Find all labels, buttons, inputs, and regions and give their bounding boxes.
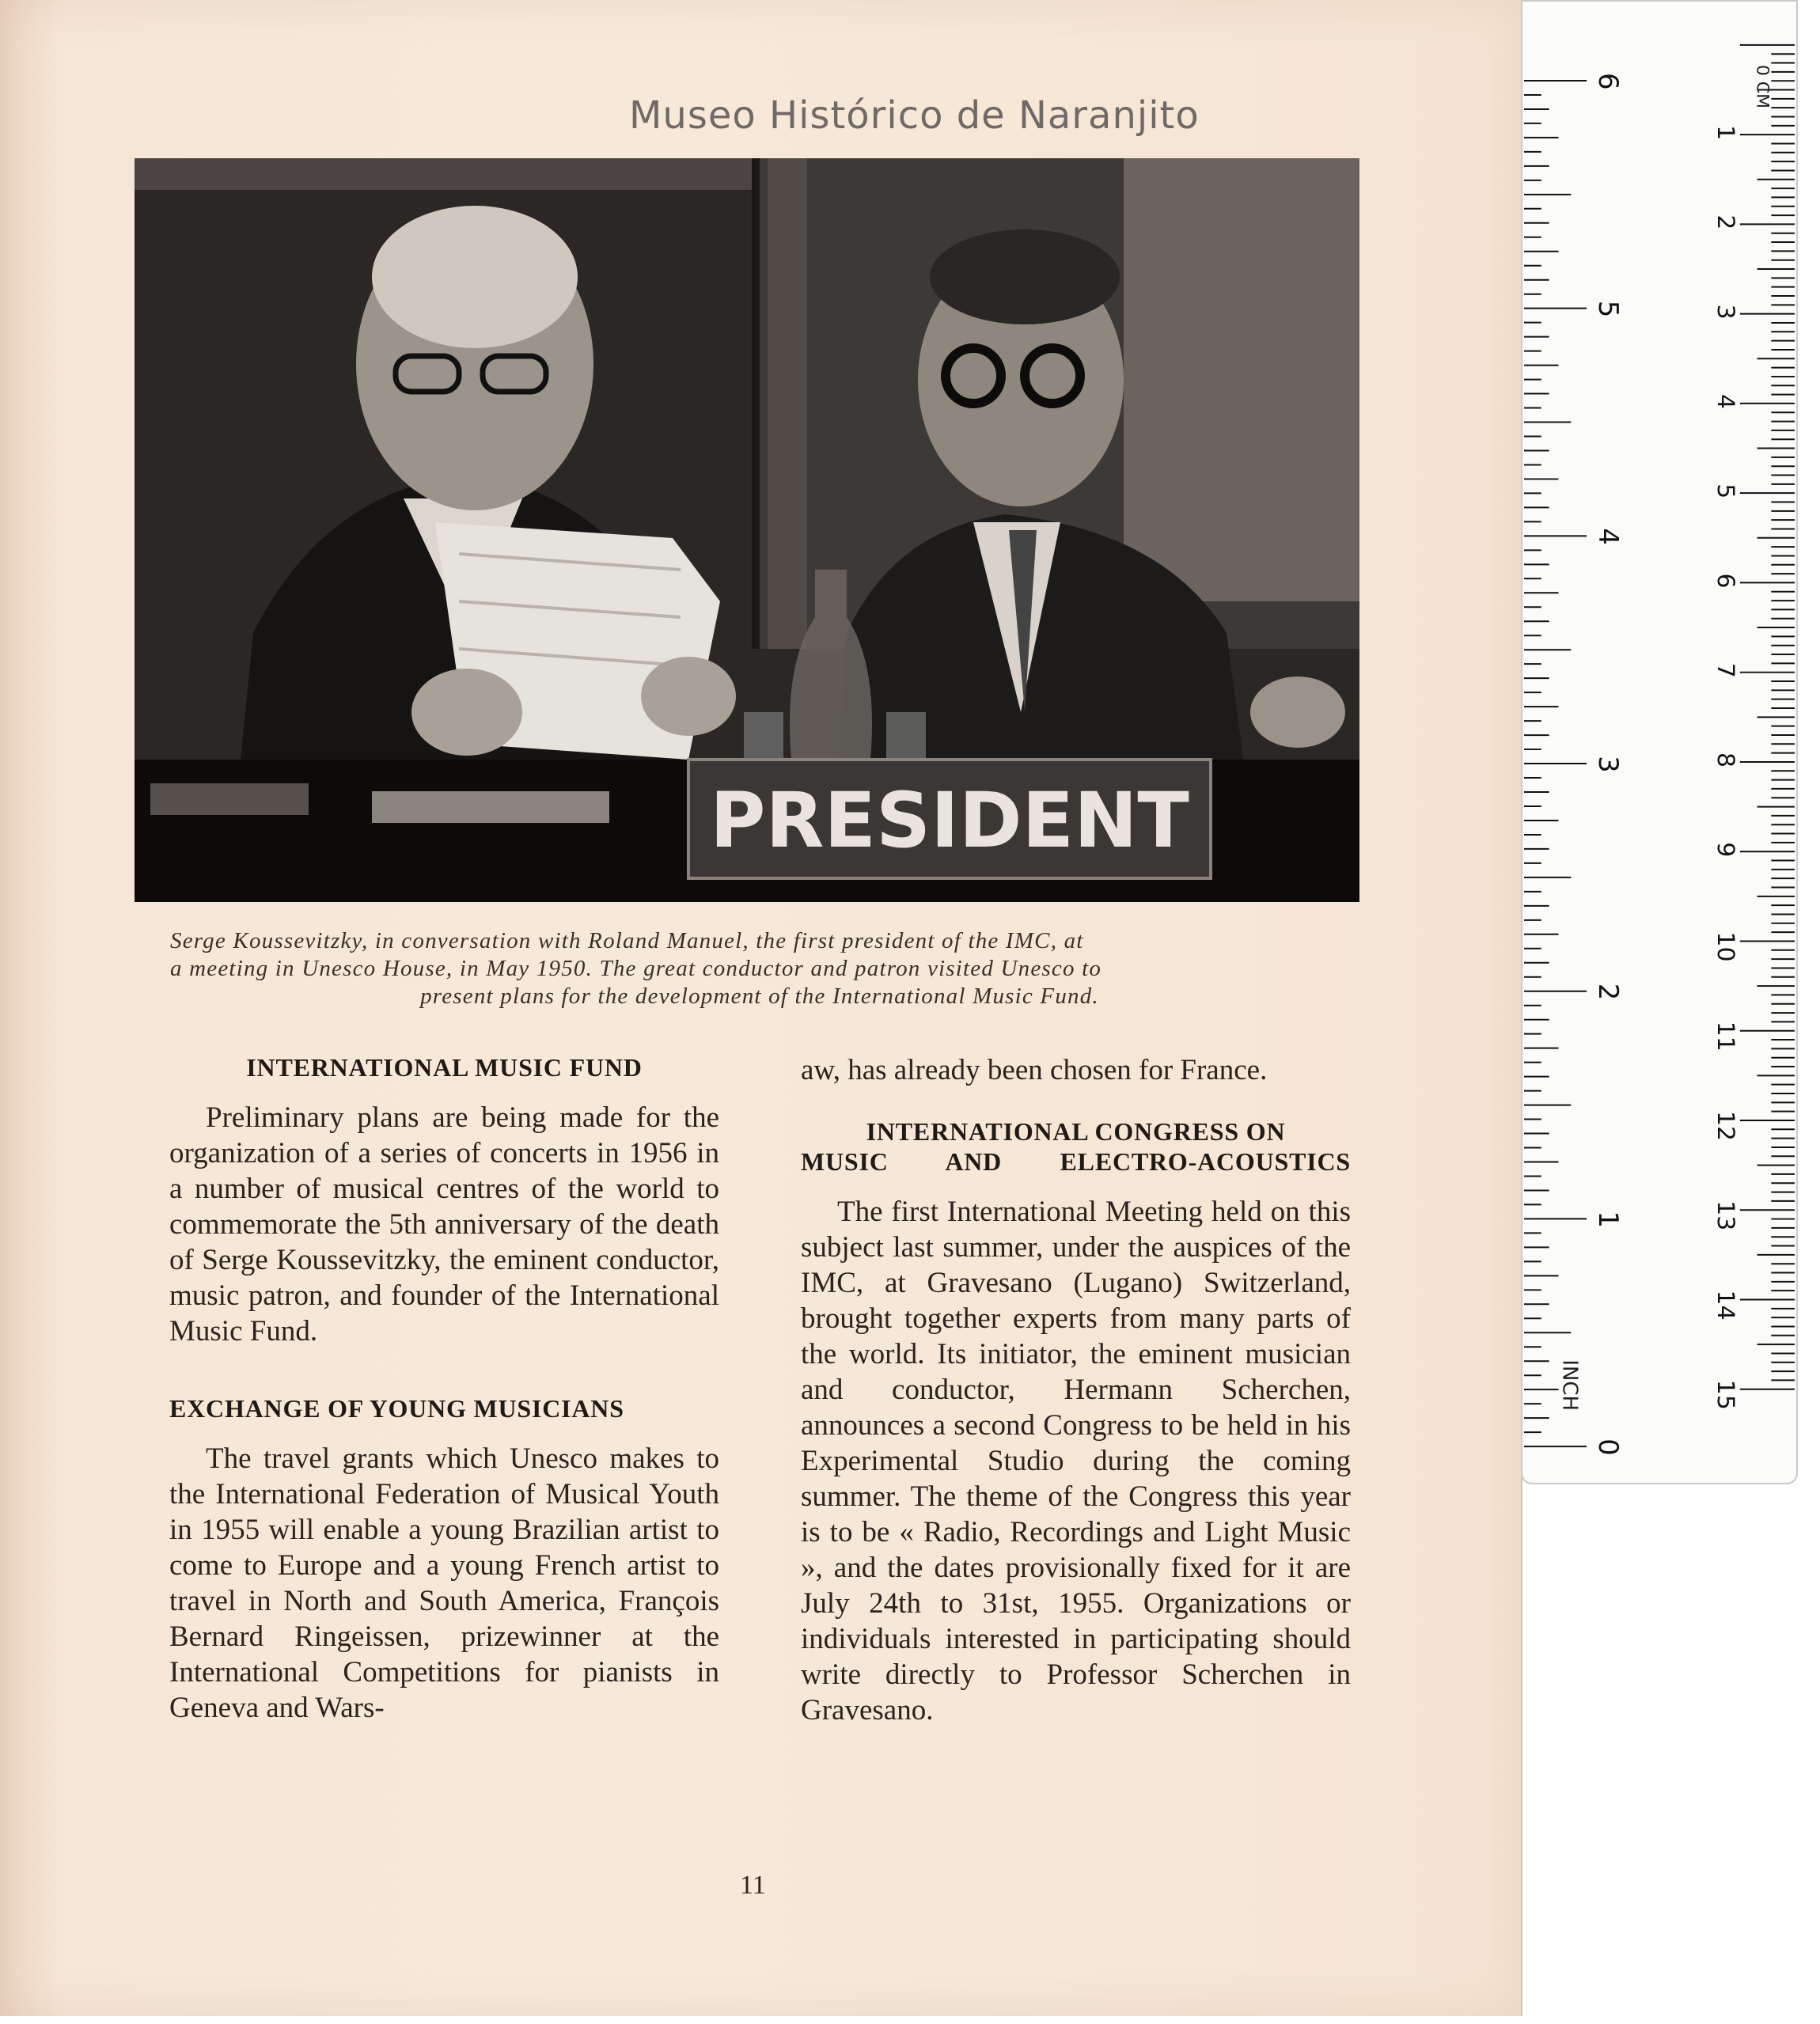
cm-label: 0 CM (1752, 64, 1773, 109)
inch-number: 6 (1592, 73, 1624, 90)
photograph (135, 158, 1359, 902)
photo-caption (170, 927, 1349, 1010)
paragraph-music-fund: Preliminary plans are being made for the organization of a series of concerts in 1956 in a number of musical centres of the world to commemorate the 5th anniversary of the death of Serge Koussevitzky, the eminent conductor, music patron, and founder of the International Music Fund. (169, 1101, 719, 1347)
page-number: 11 (740, 1870, 766, 1900)
inch-number: 1 (1592, 1211, 1624, 1229)
measuring-ruler (1521, 0, 1798, 1484)
cm-number: 1 (1712, 125, 1740, 141)
cm-number: 11 (1712, 1021, 1740, 1052)
inch-number: 3 (1592, 756, 1624, 773)
ruler-scale (1522, 2, 1796, 1483)
cm-number: 10 (1712, 931, 1740, 962)
inch-number: 2 (1592, 983, 1624, 1001)
cm-number: 15 (1712, 1379, 1740, 1410)
cm-number: 12 (1712, 1111, 1740, 1142)
cm-number: 3 (1712, 304, 1740, 320)
cm-number: 14 (1712, 1290, 1740, 1321)
cm-number: 7 (1712, 662, 1740, 678)
photo-illustration (135, 158, 1359, 902)
inch-number: 5 (1592, 300, 1624, 318)
inch-number: 4 (1592, 528, 1624, 545)
cm-number: 9 (1712, 842, 1740, 858)
caption-line-1: Serge Koussevitzky, in conversation with Roland Manuel, the first president of the IMC, at (170, 928, 1084, 953)
left-column (169, 1052, 719, 1726)
cm-number: 13 (1712, 1200, 1740, 1231)
inch-label: INCH (1557, 1359, 1582, 1411)
paragraph-exchange: The travel grants which Unesco makes to the International Federation of Musical Youth in 1955 will enable a young Brazilian artist to come to Europe and a young French artist to travel in North and South America, François Bernard Ringeissen, prizewinner at the International Competitions for pianists in Geneva and Wars- (169, 1442, 719, 1724)
inch-number: 0 (1592, 1438, 1624, 1456)
heading-congress-line-1: INTERNATIONAL CONGRESS ON (866, 1117, 1286, 1146)
president-sign: PRESIDENT (710, 776, 1189, 865)
cm-number: 6 (1712, 573, 1740, 589)
right-column (801, 1052, 1351, 1728)
cm-number: 5 (1712, 483, 1740, 499)
caption-line-2: a meeting in Unesco House, in May 1950. The great conductor and patron visited Unesco to (170, 956, 1102, 981)
caption-line-3: present plans for the development of the International Music Fund. (420, 984, 1099, 1009)
cm-number: 8 (1712, 752, 1740, 768)
cm-number: 2 (1712, 214, 1740, 230)
heading-exchange-young-musicians: EXCHANGE OF YOUNG MUSICIANS (169, 1394, 624, 1423)
heading-congress-line-2: MUSIC AND ELECTRO-ACOUSTICS (801, 1147, 1351, 1176)
paragraph-congress: The first International Meeting held on this subject last summer, under the auspices of the IMC, at Gravesano (Lugano) Switzerland, brought together experts from many parts of the world. Its initiator, the eminent musician and conductor, Hermann Scherchen, announces a second Congress to be held in his Experimental Studio during the coming summer. The theme of the Congress this year is to be « Radio, Recordings and Light Music », and the dates provisionally fixed for it are July 24th to 31st, 1955. Organizations or individuals interested in participating should write directly to Professor Scherchen in Gravesano. (801, 1196, 1351, 1726)
watermark: Museo Histórico de Naranjito (629, 93, 1200, 138)
heading-international-music-fund: INTERNATIONAL MUSIC FUND (246, 1053, 643, 1082)
paragraph-continuation: aw, has already been chosen for France. (801, 1054, 1268, 1086)
cm-number: 4 (1712, 393, 1740, 409)
